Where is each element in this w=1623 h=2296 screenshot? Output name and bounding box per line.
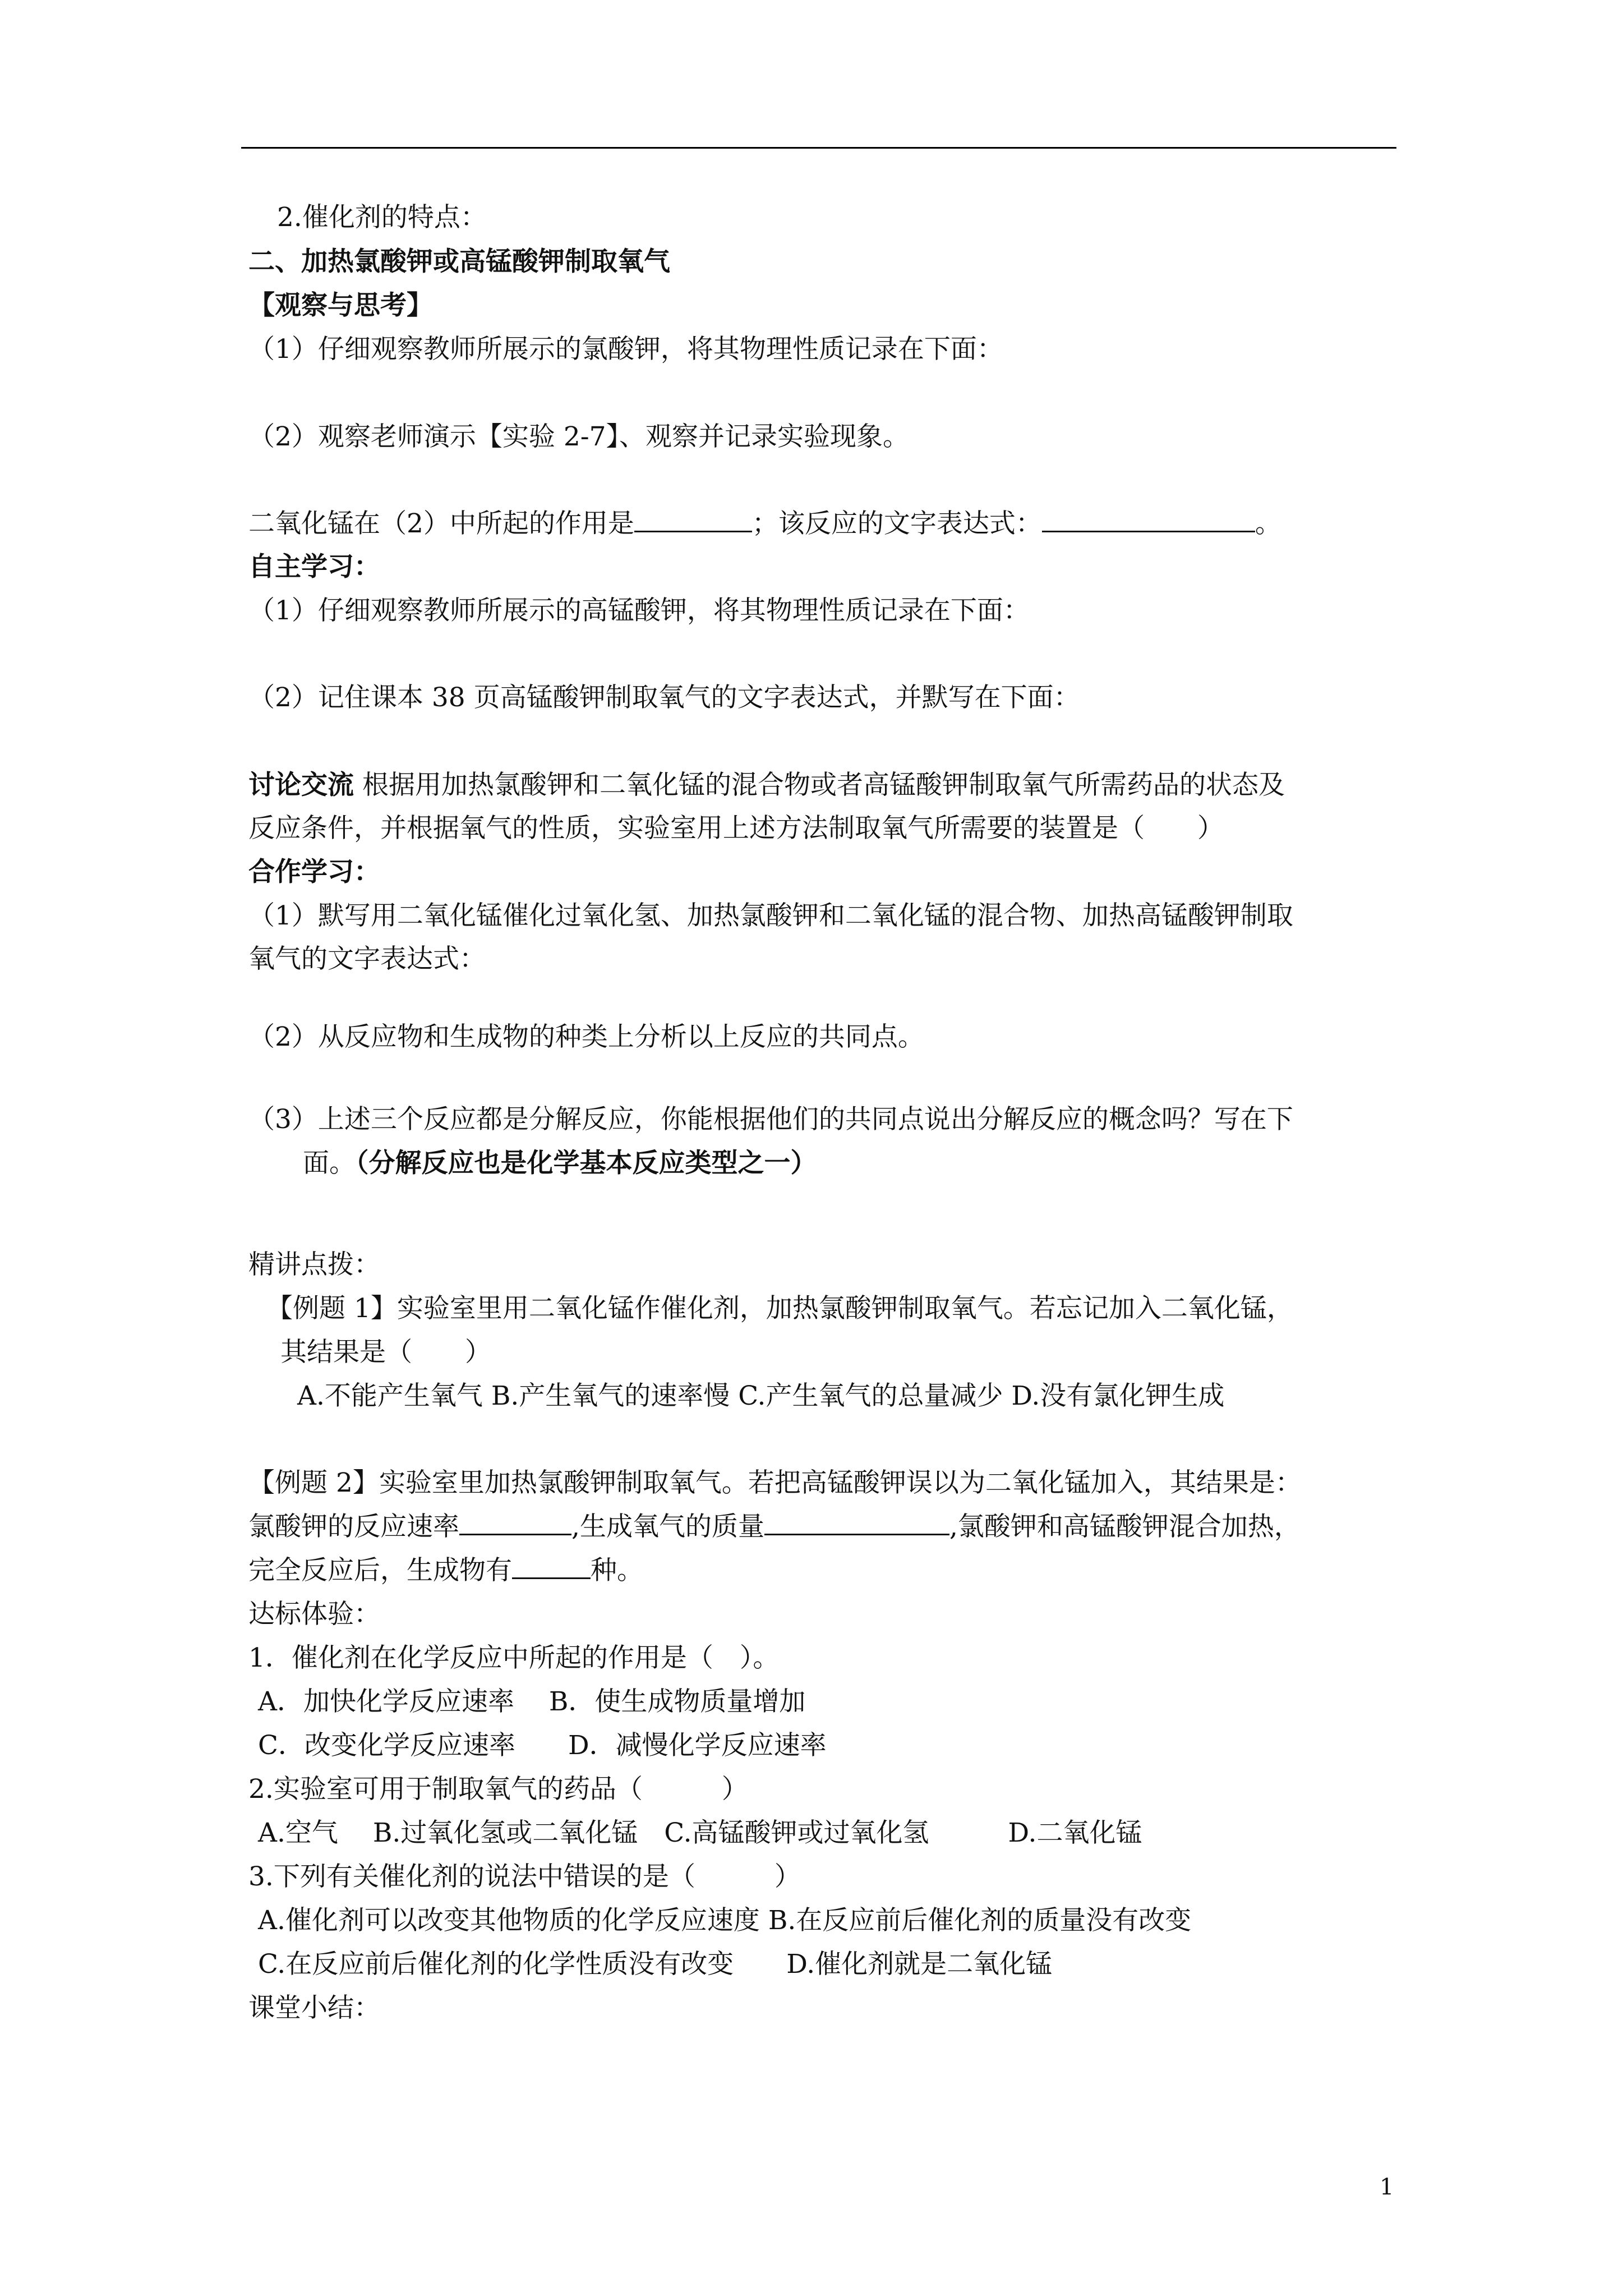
summary-heading: 课堂小结：	[248, 1993, 380, 2023]
mno2-role-line	[248, 507, 1281, 541]
observe-item-1: （1）仔细观察教师所展示的氯酸钾，将其物理性质记录在下面：	[248, 334, 1003, 365]
observe-think-heading: 【观察与思考】	[248, 290, 433, 321]
word-equation-blank[interactable]	[1042, 508, 1255, 532]
question-3-options-ab: A.催化剂可以改变其他物质的化学反应速度 B.在反应前后催化剂的质量没有改变	[258, 1905, 1192, 1936]
question-3-options-cd: C.在反应前后催化剂的化学性质没有改变 D.催化剂就是二氧化锰	[258, 1949, 1053, 1980]
rate-text: 氯酸钾的反应速率	[248, 1511, 459, 1542]
self-study-item-2: （2）记住课本 38 页高锰酸钾制取氧气的文字表达式，并默写在下面：	[248, 682, 1080, 713]
mass-text: ,生成氧气的质量	[571, 1511, 764, 1542]
self-study-heading: 自主学习：	[248, 551, 380, 582]
cooperation-item-2: （2）从反应物和生成物的种类上分析以上反应的共同点。	[248, 1022, 924, 1052]
word-equation-label: ；该反应的文字表达式：	[751, 508, 1042, 539]
example-1-line-1: 【例题 1】实验室里用二氧化锰作催化剂，加热氯酸钾制取氧气。若忘记加入二氧化锰，	[266, 1293, 1293, 1324]
question-1-options-ab: A．加快化学反应速率 B．使生成物质量增加	[258, 1686, 806, 1717]
example-1-options: A.不能产生氧气 B.产生氧气的速率慢 C.产生氧气的总量减少 D.没有氯化钾生成	[297, 1381, 1225, 1411]
products-blank[interactable]	[512, 1555, 591, 1579]
cooperation-heading: 合作学习：	[248, 857, 380, 887]
page-number: 1	[1380, 2174, 1394, 2200]
cooperation-item-1-line-2: 氧气的文字表达式：	[248, 944, 486, 974]
example-2-line-2	[248, 1510, 1301, 1544]
discussion-text: 根据用加热氯酸钾和二氧化锰的混合物或者高锰酸钾制取氧气所需药品的状态及	[354, 770, 1285, 800]
question-2-options: A.空气 B.过氧化氢或二氧化锰 C.高锰酸钾或过氧化氢 D.二氧化锰	[258, 1818, 1142, 1848]
products-text: 完全反应后，生成物有	[248, 1555, 512, 1586]
cooperation-item-3-line-2	[303, 1147, 817, 1180]
question-1-options-cd: C．改变化学反应速率 D．减慢化学反应速率	[258, 1730, 827, 1761]
catalyst-features-item: 2.催化剂的特点：	[277, 202, 487, 233]
mass-blank[interactable]	[764, 1511, 949, 1535]
mno2-role-blank[interactable]	[634, 508, 752, 532]
example-1-line-2: 其结果是（ ）	[280, 1337, 491, 1368]
rate-blank[interactable]	[459, 1511, 571, 1535]
self-study-item-1: （1）仔细观察教师所展示的高锰酸钾，将其物理性质记录在下面：	[248, 595, 1030, 626]
mno2-role-text: 二氧化锰在（2）中所起的作用是	[248, 508, 634, 539]
cooperation-item-1-line-1: （1）默写用二氧化锰催化过氧化氢、加热氯酸钾和二氧化锰的混合物、加热高锰酸钾制取	[248, 900, 1293, 931]
section-two-heading: 二、加热氯酸钾或高锰酸钾制取氧气	[248, 246, 670, 277]
header-rule	[241, 147, 1396, 149]
example-2-line-1: 【例题 2】实验室里加热氯酸钾制取氧气。若把高锰酸钾误以为二氧化锰加入，其结果是：	[248, 1467, 1302, 1498]
practice-heading: 达标体验：	[248, 1599, 380, 1630]
decomposition-note: （分解反应也是化学基本反应类型之一）	[356, 1148, 817, 1179]
observe-item-2: （2）观察老师演示【实验 2-7】、观察并记录实验现象。	[248, 421, 910, 452]
discussion-line-1	[248, 769, 1285, 802]
mixture-text: ,氯酸钾和高锰酸钾混合加热，	[949, 1511, 1301, 1542]
discussion-line-2: 反应条件，并根据氧气的性质，实验室用上述方法制取氧气所需要的装置是（ ）	[248, 813, 1224, 844]
question-2: 2.实验室可用于制取氧气的药品（ ）	[248, 1774, 748, 1805]
key-points-heading: 精讲点拨：	[248, 1249, 380, 1280]
discussion-heading: 讨论交流	[248, 770, 354, 800]
question-1: 1．催化剂在化学反应中所起的作用是（ ）。	[248, 1642, 780, 1673]
item-3-tail: 面。	[303, 1148, 356, 1179]
sentence-end: 。	[1255, 508, 1281, 539]
question-3: 3.下列有关催化剂的说法中错误的是（ ）	[248, 1861, 801, 1892]
cooperation-item-3-line-1: （3）上述三个反应都是分解反应，你能根据他们的共同点说出分解反应的概念吗？写在下	[248, 1104, 1293, 1135]
products-unit: 种。	[591, 1555, 643, 1586]
example-2-line-3	[248, 1554, 643, 1588]
